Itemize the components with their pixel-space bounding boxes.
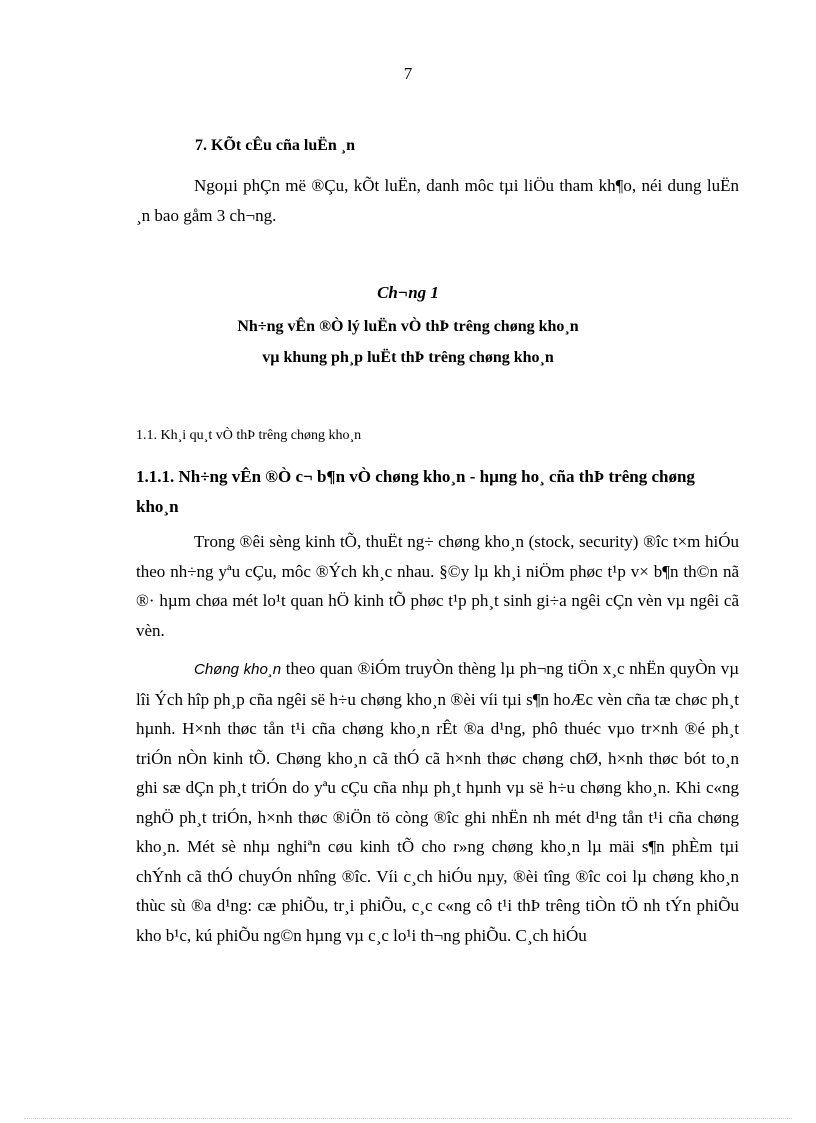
section-heading: 7. KÕt cÊu cña luËn ¸n xyxy=(195,137,356,154)
body-paragraph-1 xyxy=(136,527,739,645)
body-paragraph-2 xyxy=(136,654,739,950)
chapter-label: Ch¬ng 1 xyxy=(377,283,439,302)
section-paragraph xyxy=(136,171,739,230)
term-italic: Chøng kho¸n xyxy=(194,661,282,678)
body-paragraph-2-text xyxy=(136,654,739,950)
page-bottom-rule xyxy=(24,1118,792,1119)
body-paragraph-2-rest: theo quan ®iÓm truyÒn thèng lµ ph¬ng tiÖn x¸c nhËn quyÒn vµ lîi Ých hîp ph¸p cña ngêi së h÷u chøng kho¸n ®èi víi tµi s¶n hoÆc vèn cña tæ chøc ph¸t hµnh. H×nh thøc tån t¹i cña chøng kho¸n rÊt ®a d¹ng, phô thuéc vµo tr×nh ®é ph¸t triÓn nÒn kinh tÕ. Chøng kho¸n cã thÓ cã h×nh thøc chøng chØ, h×nh thøc bót to¸n ghi sæ dÇn ph¸t triÓn do yªu cÇu cña nhµ ph¸t hµnh vµ së h÷u chøng kho¸n. Khi c«ng nghÖ ph¸t triÓn, h×nh thøc ®iÖn tö còng ®îc ghi nhËn nh mét d¹ng tån t¹i cña chøng kho¸n. Mét sè nhµ nghiªn cøu kinh tÕ cho r»ng chøng kho¸n lµ mäi s¶n phÈm tµi chÝnh cã thÓ chuyÓn nhîng ®îc. Víi c¸ch hiÓu nµy, ®èi tîng ®îc coi lµ chøng kho¸n thùc sù ®a d¹ng: cæ phiÕu, tr¸i phiÕu, c¸c c«ng cô t¹i thÞ trêng tiÒn tÖ nh tÝn phiÕu kho b¹c, kú phiÕu ng©n hµng vµ c¸c lo¹i th¬ng phiÕu. C¸ch hiÓu xyxy=(136,659,740,945)
chapter-title-line2: vµ khung ph¸p luËt thÞ trêng chøng kho¸n xyxy=(262,349,554,366)
section-paragraph-text: Ngoµi phÇn më ®Çu, kÕt luËn, danh môc tµi liÖu tham kh¶o, néi dung luËn ¸n bao gåm 3 ch¬ng. xyxy=(136,176,739,225)
chapter-title-line1: Nh÷ng vÊn ®Ò lý luËn vÒ thÞ trêng chøng kho¸n xyxy=(237,318,579,335)
subsection-heading: 1.1. Kh¸i qu¸t vÒ thÞ trêng chøng kho¸n xyxy=(136,428,362,443)
subsubsection-heading: 1.1.1. Nh÷ng vÊn ®Ò c¬ b¶n vÒ chøng kho¸n - hµng ho¸ cña thÞ trêng chøng kho¸n xyxy=(136,467,695,516)
body-paragraph-1-text: Trong ®êi sèng kinh tÕ, thuËt ng÷ chøng kho¸n (stock, security) ®îc t×m hiÓu theo nh÷ng yªu cÇu, môc ®Ých kh¸c nhau. §©y lµ kh¸i niÖm phøc t¹p v× b¶n th©n nã ®· hµm chøa mét lo¹t quan hÖ kinh tÕ phøc t¹p ph¸t sinh gi÷a ngêi cÇn vèn vµ ngêi cã vèn. xyxy=(136,532,739,640)
page-number: 7 xyxy=(403,64,413,83)
